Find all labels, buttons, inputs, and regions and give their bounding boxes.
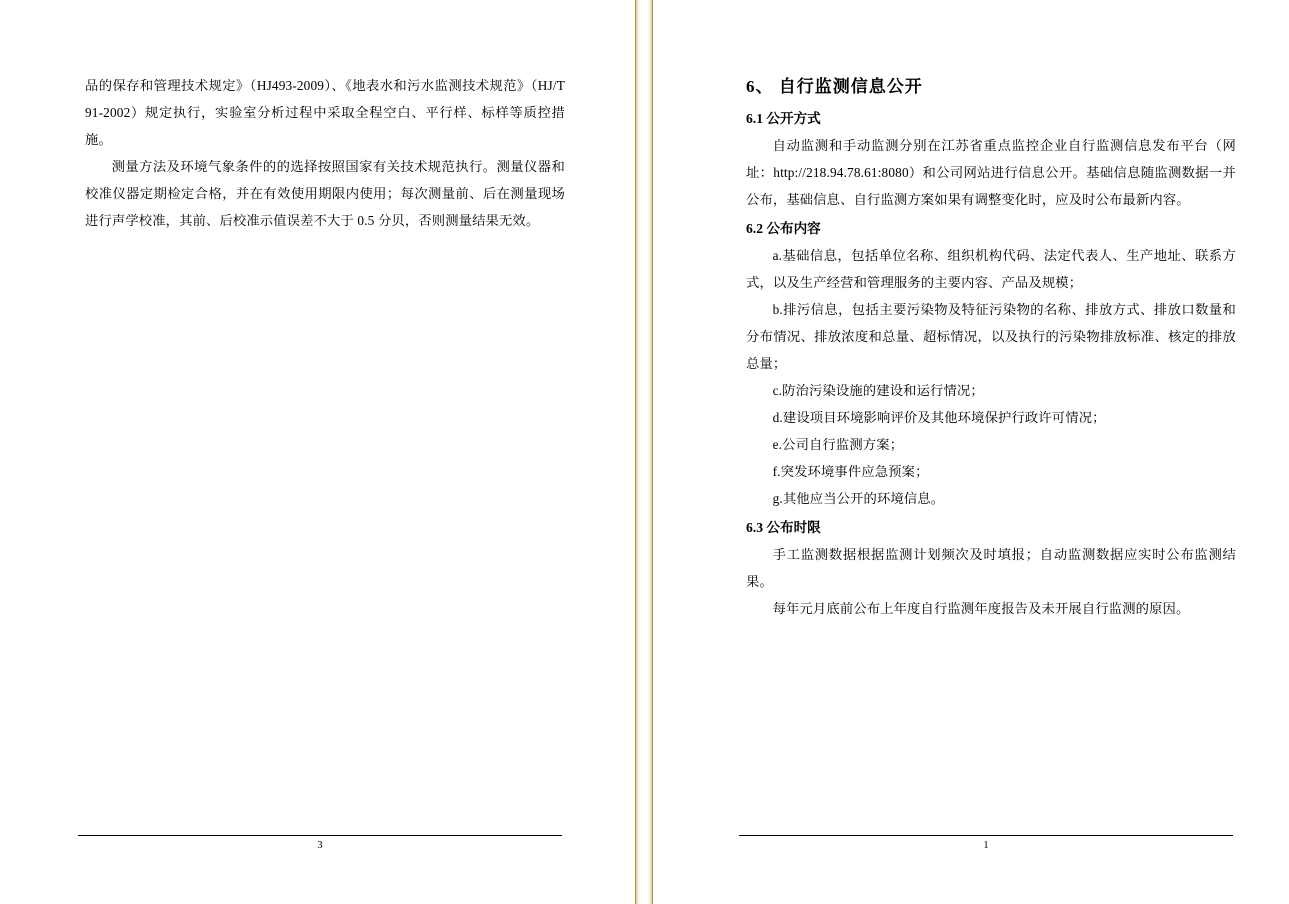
footer-divider [739, 835, 1233, 836]
paragraph: 每年元月底前公布上年度自行监测年度报告及未开展自行监测的原因。 [772, 601, 1190, 616]
list-item: g.其他应当公开的环境信息。 [772, 491, 945, 506]
paragraph: 自动监测和手动监测分别在江苏省重点监控企业自行监测信息发布平台（网址：http://218.94.78.61:8080）和公司网站进行信息公开。基础信息随监测数据一并公布，基础信息、自行监测方案如果有调整变化时，应及时公布最新内容。 [746, 138, 1236, 207]
paragraph: 品的保存和管理技术规定》（HJ493-2009）、《地表水和污水监测技术规范》（HJ/T 91-2002）规定执行，实验室分析过程中采取全程空白、平行样、标样等质控措施。 [85, 78, 565, 147]
page-right-footer [739, 835, 1233, 854]
paragraph: 测量方法及环境气象条件的的选择按照国家有关技术规范执行。测量仪器和校准仪器定期检定合格，并在有效使用期限内使用；每次测量前、后在测量现场进行声学校准，其前、后校准示值误差不大于 0.5 分贝，否则测量结果无效。 [85, 159, 565, 228]
page-left-text-column [85, 72, 565, 234]
page-right [652, 0, 1289, 904]
paragraph: 手工监测数据根据监测计划频次及时填报；自动监测数据应实时公布监测结果。 [746, 547, 1236, 589]
page-right-text-column [746, 72, 1236, 622]
list-item: b.排污信息，包括主要污染物及特征污染物的名称、排放方式、排放口数量和分布情况、排放浓度和总量、超标情况，以及执行的污染物排放标准、核定的排放总量； [746, 302, 1236, 371]
list-item: d.建设项目环境影响评价及其他环境保护行政许可情况； [772, 410, 1106, 425]
list-item: c.防治污染设施的建设和运行情况； [772, 383, 984, 398]
subsection-heading-6-1: 6.1 公开方式 [746, 111, 821, 126]
page-number: 3 [317, 840, 323, 851]
subsection-heading-6-3: 6.3 公布时限 [746, 520, 821, 535]
page-number: 1 [983, 840, 989, 851]
subsection-heading-6-2: 6.2 公布内容 [746, 221, 821, 236]
page-left-footer [78, 835, 562, 854]
footer-divider [78, 835, 562, 836]
page-left [0, 0, 636, 904]
section-heading: 6、 自行监测信息公开 [746, 77, 923, 96]
list-item: e.公司自行监测方案； [772, 437, 904, 452]
list-item: a.基础信息，包括单位名称、组织机构代码、法定代表人、生产地址、联系方式，以及生产经营和管理服务的主要内容、产品及规模； [746, 248, 1236, 290]
list-item: f.突发环境事件应急预案； [772, 464, 929, 479]
